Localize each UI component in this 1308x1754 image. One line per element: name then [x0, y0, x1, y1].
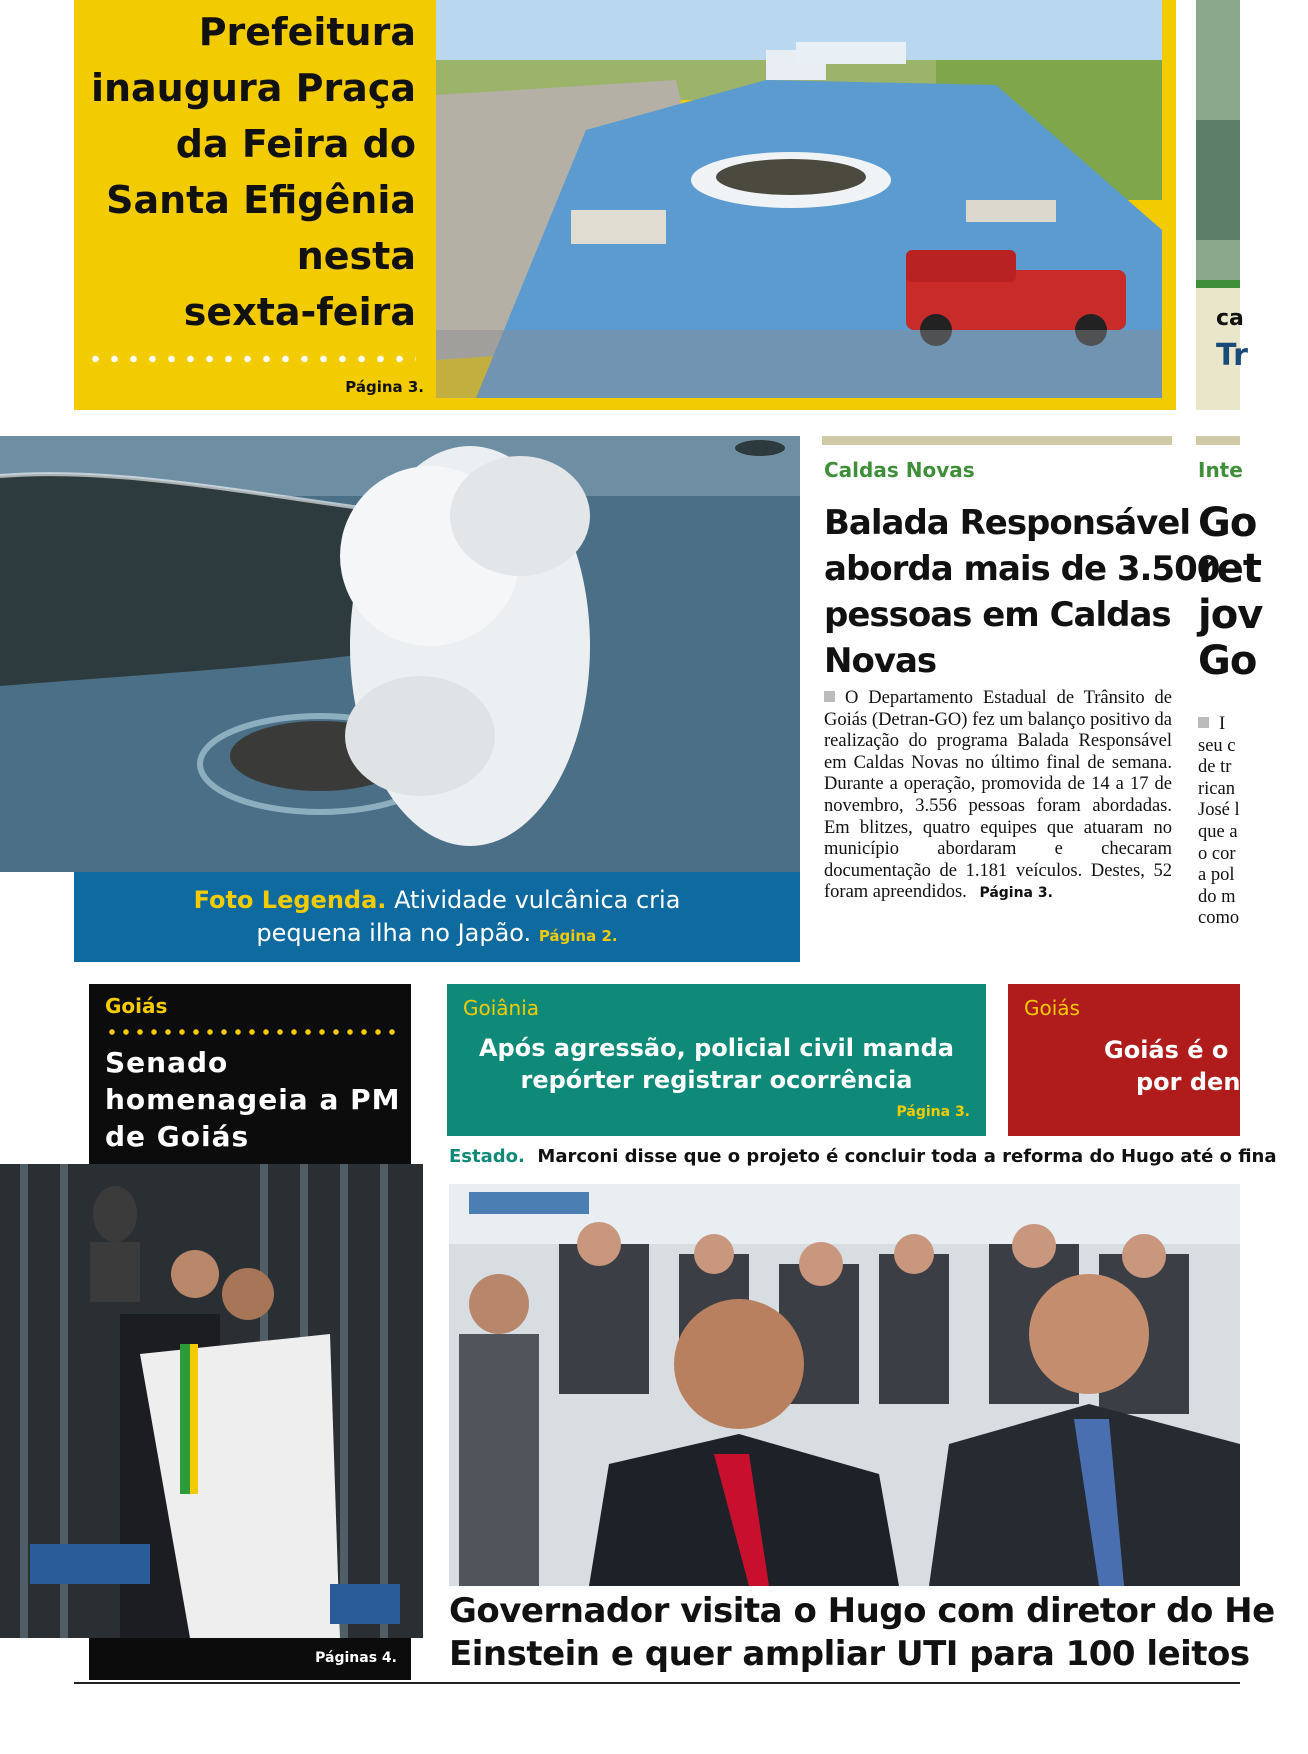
headline-line: Após agressão, policial civil manda	[478, 1034, 955, 1062]
peek-photo-illustration	[1196, 0, 1240, 288]
peek-photo[interactable]	[1196, 0, 1240, 288]
red-box[interactable]	[1008, 984, 1240, 1136]
headline-line: de Goiás	[105, 1120, 250, 1153]
caption-text: pequena ilha no Japão.	[256, 919, 532, 947]
headline-line: nesta	[296, 234, 416, 278]
goiania-box[interactable]	[447, 984, 986, 1136]
senado-headline[interactable]	[105, 1044, 405, 1155]
goiania-headline	[447, 1032, 986, 1096]
page-ref[interactable]: Página 3.	[896, 1104, 970, 1120]
article-top-rule	[822, 436, 1172, 445]
page-ref[interactable]: Página 3.	[979, 885, 1053, 902]
headline-line: por den	[1136, 1068, 1241, 1096]
bullet-square	[824, 691, 835, 702]
bullet-square	[1198, 717, 1209, 728]
headline-line: Goiás é o	[1104, 1036, 1229, 1064]
section-label: Goiás	[105, 994, 168, 1018]
top-feature-box	[74, 0, 1176, 410]
section-label: Goiás	[1024, 996, 1080, 1020]
peek-text: ca	[1216, 306, 1244, 331]
peek-headline-line: Go	[1198, 500, 1257, 546]
photo-caption[interactable]	[74, 872, 800, 962]
praca-photo[interactable]	[436, 0, 1162, 398]
peek-headline[interactable]	[1198, 500, 1263, 684]
volcano-photo-illustration	[0, 436, 800, 872]
page-ref[interactable]: Página 2.	[538, 927, 618, 945]
section-label: Goiânia	[463, 996, 540, 1020]
peek-body: I seu c de tr rican José l que a o cor a pol do m como	[1198, 714, 1240, 929]
governor-photo-illustration	[449, 1184, 1240, 1586]
bottom-rule	[74, 1682, 1240, 1684]
estado-kicker	[449, 1146, 1277, 1176]
caption-text: Atividade vulcânica cria	[394, 886, 681, 914]
headline-line: Senado	[105, 1046, 229, 1079]
kicker-label: Estado.	[449, 1146, 525, 1167]
headline-line: homenageia a PM	[105, 1083, 401, 1116]
headline-line: Santa Efigênia	[106, 178, 416, 222]
headline-line: Balada Responsável	[824, 503, 1191, 543]
peek-text: Tr	[1216, 338, 1248, 373]
senado-footer	[89, 1638, 411, 1680]
peek-headline-line: ret	[1198, 546, 1261, 592]
peek-headline-line: jov	[1198, 592, 1263, 638]
section-label: Caldas Novas	[824, 458, 975, 482]
peek-section-label: Inte	[1198, 458, 1243, 482]
caldas-body	[824, 688, 1172, 905]
headline-line: Novas	[824, 641, 937, 681]
praca-photo-illustration	[436, 0, 1162, 398]
headline-line: da Feira do	[175, 122, 416, 166]
peek-headline-line: Go	[1198, 638, 1257, 684]
headline-line: repórter registrar ocorrência	[520, 1066, 913, 1094]
governor-headline[interactable]	[449, 1590, 1275, 1676]
headline-line: Prefeitura	[198, 10, 416, 54]
headline-line: pessoas em Caldas	[824, 595, 1171, 635]
headline-line: inaugura Praça	[90, 66, 416, 110]
headline-line: sexta-feira	[183, 290, 416, 334]
senado-photo[interactable]	[0, 1164, 423, 1638]
caption-lead: Foto Legenda.	[193, 886, 387, 914]
praca-headline[interactable]	[74, 0, 416, 340]
right-peek-column	[1196, 0, 1248, 410]
red-box-headline	[1008, 1034, 1308, 1098]
dotted-divider	[86, 355, 416, 363]
senado-box	[89, 984, 411, 1164]
headline-line: aborda mais de 3.500	[824, 549, 1220, 589]
headline-line: Einstein e quer ampliar UTI para 100 leitos	[449, 1634, 1250, 1674]
caldas-headline[interactable]	[824, 500, 1220, 684]
peek-top-rule	[1196, 436, 1240, 445]
volcano-photo[interactable]	[0, 436, 800, 872]
governor-photo[interactable]	[449, 1184, 1240, 1586]
article-text: O Departamento Estadual de Trânsito de Goiás (Detran-GO) fez um balanço positivo da realização do programa Balada Responsável em Caldas Novas no último final de semana. Durante a operação, promovida de 14 a 17 de novembro, 3.556 pessoas foram abordadas. Em blitzes, quatro equipes que atuaram no município abordaram e checaram documentação de 1.181 veículos. Destes, 52 foram apreendidos.	[824, 688, 1172, 903]
page-ref[interactable]: Página 3.	[345, 378, 424, 396]
headline-line: Governador visita o Hugo com diretor do He	[449, 1591, 1275, 1631]
kicker-text: Marconi disse que o projeto é concluir toda a reforma do Hugo até o fina	[537, 1146, 1277, 1167]
dotted-divider	[105, 1028, 395, 1036]
page-ref[interactable]: Páginas 4.	[315, 1650, 397, 1666]
senado-photo-illustration	[0, 1164, 423, 1638]
